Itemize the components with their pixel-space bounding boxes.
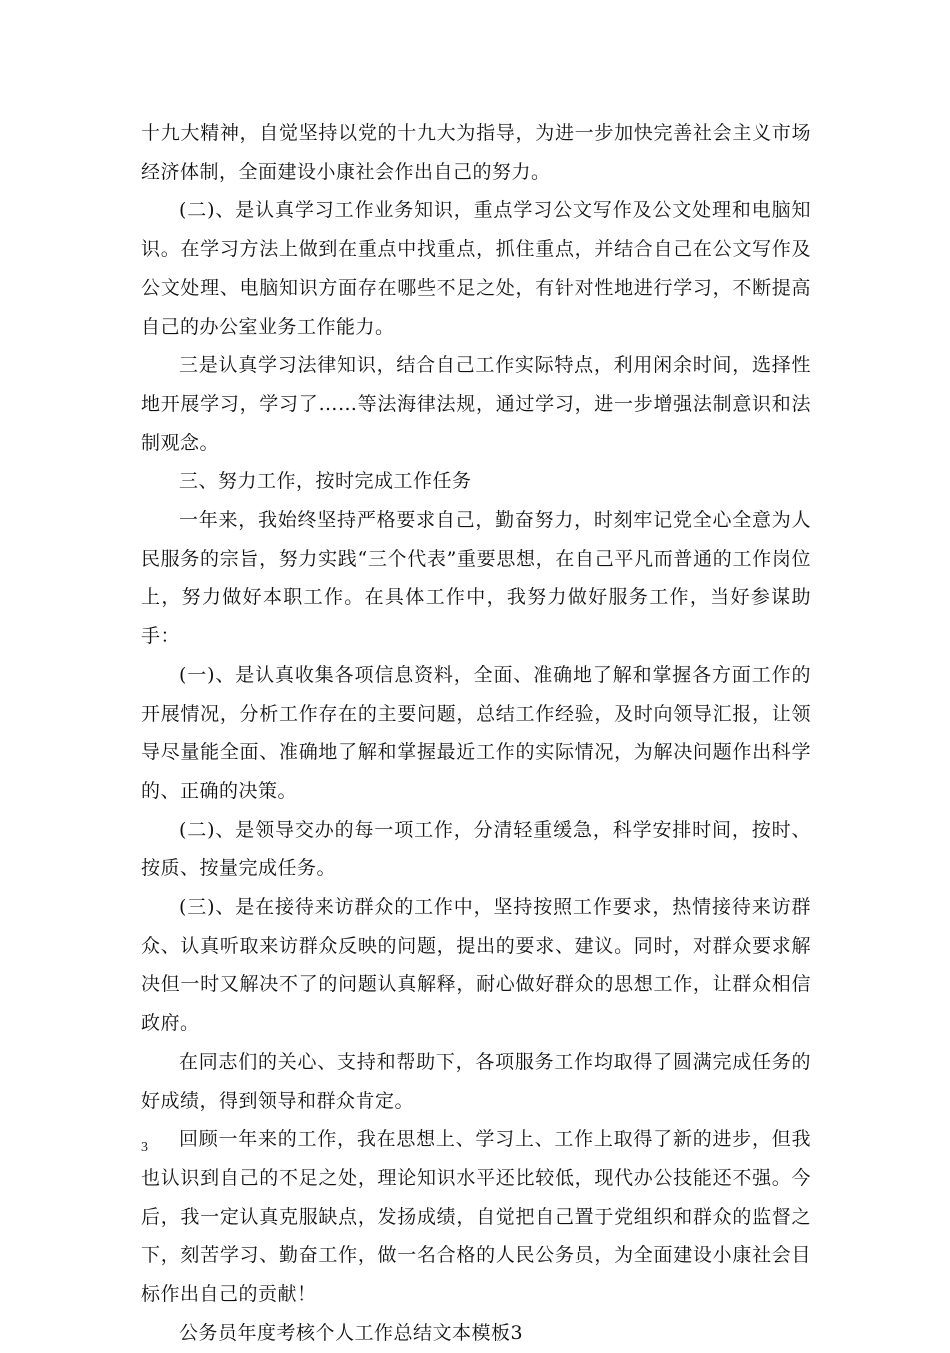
paragraph-7: (二)、是领导交办的每一项工作，分清轻重缓急，科学安排时间，按时、按质、按量完成任务。 <box>141 818 811 880</box>
paragraph-2: (二)、是认真学习工作业务知识，重点学习公文写作及公文处理和电脑知识。在学习方法上做到在重点中找重点，抓住重点，并结合自己在公文写作及公文处理、电脑知识方面存在哪些不足之处，有针对性地进行学习，不断提高自己的办公室业务工作能力。 <box>141 199 811 338</box>
section-heading: 三、努力工作，按时完成工作任务 <box>179 470 472 493</box>
paragraph-6: (一)、是认真收集各项信息资料，全面、准确地了解和掌握各方面工作的开展情况，分析工作存在的主要问题，总结工作经验，及时向领导汇报，让领导尽量能全面、准确地了解和掌握最近工作的实际情况，为解决问题作出科学的、正确的决策。 <box>141 663 811 802</box>
paragraph-10: 回顾一年来的工作，我在思想上、学习上、工作上取得了新的进步，但我也认识到自己的不足之处，理论知识水平还比较低，现代办公技能还不强。今后，我一定认真克服缺点，发扬成绩，自觉把自己置于党组织和群众的监督之下，刻苦学习、勤奋工作，做一名合格的人民公务员，为全面建设小康社会目标作出自己的贡献！ <box>141 1128 811 1306</box>
paragraph-8: (三)、是在接待来访群众的工作中，坚持按照工作要求，热情接待来访群众、认真听取来访群众反映的问题，提出的要求、建议。同时，对群众要求解决但一时又解决不了的问题认真解释，耐心做好群众的思想工作，让群众相信政府。 <box>141 896 811 1035</box>
paragraph-9: 在同志们的关心、支持和帮助下，各项服务工作均取得了圆满完成任务的好成绩，得到领导和群众肯定。 <box>141 1050 811 1112</box>
paragraph-5: 一年来，我始终坚持严格要求自己，勤奋努力，时刻牢记党全心全意为人民服务的宗旨，努力实践“三个代表”重要思想，在自己平凡而普通的工作岗位上，努力做好本职工作。在具体工作中，我努力做好服务工作，当好参谋助手： <box>141 509 811 648</box>
paragraph-3: 三是认真学习法律知识，结合自己工作实际特点，利用闲余时间，选择性地开展学习，学习了……等法海律法规，通过学习，进一步增强法制意识和法制观念。 <box>141 354 811 454</box>
document-subtitle: 公务员年度考核个人工作总结文本模板3 <box>179 1321 524 1344</box>
page-number: 3 <box>141 1140 148 1155</box>
paragraph-1: 十九大精神，自觉坚持以党的十九大为指导，为进一步加快完善社会主义市场经济体制，全面建设小康社会作出自己的努力。 <box>141 122 811 183</box>
document-body <box>141 114 811 1353</box>
